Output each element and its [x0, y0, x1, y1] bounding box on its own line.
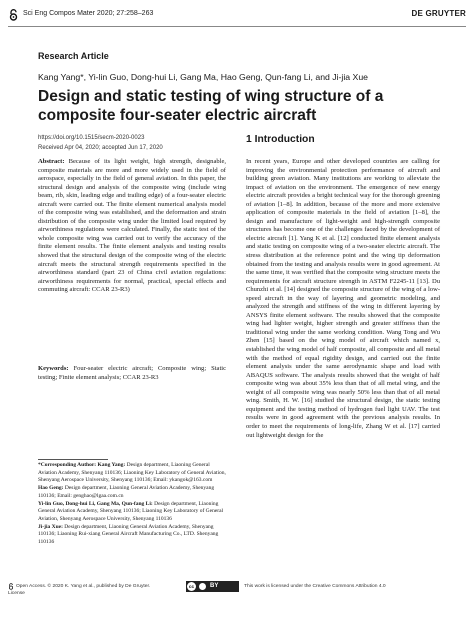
license-text: This work is licensed under the Creative Commons Attribution 4.0 [244, 584, 386, 589]
affiliation-item: Yi-lin Guo, Dong-hui Li, Gang Ma, Qun-fang Li: Design department, Liaoning General Aviation Academy, Shenyang 110136; Liaoning Key Laboratory of General Aviation, Shenyang Aerospace University, Shenyang 110136 [38, 500, 224, 522]
affiliation-item: *Corresponding Author: Kang Yang: Design department, Liaoning General Aviation Academy, Shenyang 110136; Liaoning Key Laboratory of General Aviation, Shenyang Aerospace University, Shenyang 110136; Email: ykangok@163.com [38, 462, 226, 484]
affiliation-item: Ji-jia Xue: Design department, Liaoning General Aviation Academy, Shenyang 110136; Liaoning Rui-xiang General Aircraft Manufacturing Co., LTD. Shenyang 110136 [38, 523, 219, 546]
abstract [38, 158, 226, 295]
creative-commons-icon[interactable] [186, 581, 239, 592]
footnote-divider [38, 459, 108, 460]
section-heading: 1 Introduction [246, 134, 315, 145]
license-word: License [8, 591, 25, 596]
cc-letters: cc [188, 584, 195, 589]
affiliations [38, 462, 226, 547]
received-dates: Received Apr 04, 2020; accepted Jun 17, 2020 [38, 145, 163, 151]
doi-link[interactable]: https://doi.org/10.1515/secm-2020-0023 [38, 135, 145, 141]
article-type: Research Article [38, 51, 109, 61]
author-list: Kang Yang*, Yi-lin Guo, Dong-hui Li, Gang Ma, Hao Geng, Qun-fang Li, and Ji-jia Xue [38, 72, 369, 82]
abstract-text: Because of its light weight, high strength, designable, composite materials are more and more widely used in the field of aerospace, especially in the field of general aviation. In this paper, the structural design and analysis of the composite wing (include wing beam, rib, skin, leading edge and trailing edge) of a four-seater electric aircraft were carried out. The finite element numerical analysis model of the composite wing was established, and the deformation and strain distribution of the composite wing under the limited load required by airworthiness regulations were calculated. Finally, the static test of the whole composite wing was carried out to verify the accuracy of the finite element results. The finite element analysis and testing results showed that the structural design of the composite wing of the electric aircraft meets the structural strength requirements specified in the airworthiness standard (part 23 of China civil aviation regulations: airworthiness requirements for normal, practical, special effects and commuting aircraft: CCAR 23-R3) [38, 158, 227, 294]
open-access-icon [8, 9, 19, 21]
person-icon [199, 583, 206, 590]
cc-by-label: BY [210, 583, 219, 589]
header-divider [8, 26, 466, 27]
paper-title: Design and static testing of wing structure of a composite four-seater electric aircraft [38, 88, 384, 124]
keywords [38, 365, 226, 382]
running-header [8, 9, 466, 23]
publisher-name: DE GRUYTER [411, 9, 466, 18]
abstract-label: Abstract: [38, 158, 65, 165]
affiliation-item: Hao Geng: Design department, Liaoning General Aviation Academy, Shenyang 110136; Email: genghao@lgaa.com.cn [38, 485, 215, 499]
keywords-label: Keywords: [38, 365, 69, 372]
open-access-icon [8, 583, 14, 590]
journal-citation: Sci Eng Compos Mater 2020; 27:258–263 [23, 10, 154, 17]
copyright-text: Open Access. © 2020 K. Yang et al., published by De Gruyter. [16, 584, 151, 589]
introduction-text: In recent years, Europe and other developed countries are calling for improving the environmental protection performance of aircraft and building green aviation. Many institutions are working to alleviate the impact of aviation on the environment. The emergence of new energy electric aircraft provides a bright technical way for the thorough greening of aviation [1–8]. In addition, because of the more and more extensive application of composite materials in the field of aviation [1–8], the design and manufacture of light-weight and high-strength composite structures has become one of the challenges faced by the development of electric aircraft [1]. Yang K et al. [12] conducted finite element analysis and static testing on composite wing of a two-seater electric aircraft. The stress distribution at the reference point and the wing tip deformation obtained from the testing and analysis results were in good agreement. At the same time, it was verified that the composite wing structure meets the requirements for aircraft structure strength in ASTM F2245-11 [13]. Du Chunzhi et al. [14] designed the composite structure of the wing of a low-speed aircraft in the way of layering and geometric modeling, and analyzed the strength and stiffness of the wing in different layering by ANSYS finite element software. The results showed that the composite wing had lighter weight, higher strength and greater stiffness than the traditional wing under the same working condition. Wang Tong and Wu Zhen [15] based on the wing model of aircraft which named x, established the wing model of half composite, all composite and all metal with the method of equal rigidity design, and carried out the finite element analysis under the same aerodynamic shape and load with ABAQUS software. The analysis results showed that the weight of half composite wing was about 35% less than that of all metal wing, and the weight of all composite wing was nearly 50% less than that of all metal wing. Smith, H. W. [16] studied the structural design, the static testing equipment and the testing method of hydrogen fuel light UAV. The test results were in good agreement with the previous analysis results. In order to meet the requirements of long-life, Zhang W et al. [17] carried out lightweight design for the [246, 158, 440, 439]
keywords-text: Four-seater electric aircraft; Composite wing; Static testing; Finite element analysis; CCAR 23-R3 [38, 365, 226, 381]
